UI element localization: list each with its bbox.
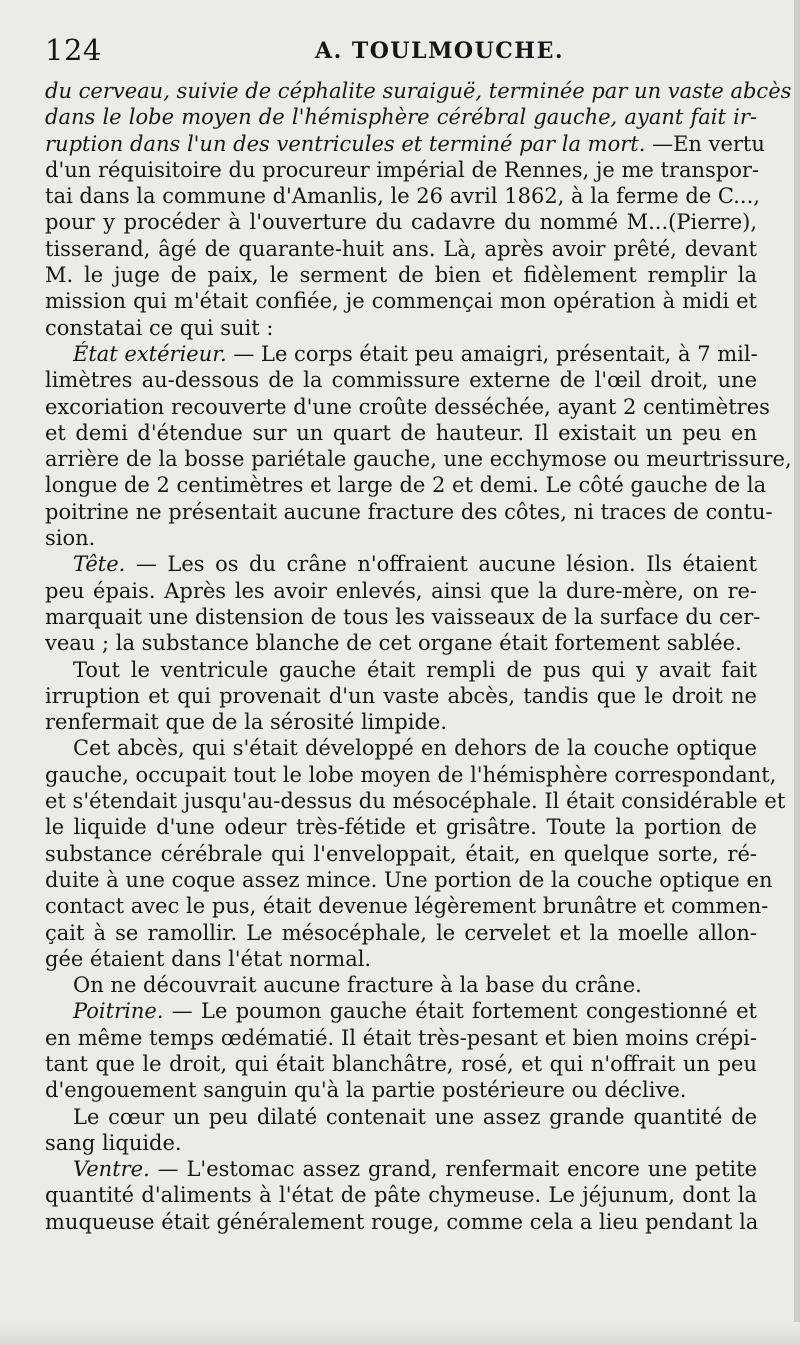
- page-number: 124: [45, 33, 102, 67]
- running-head: [45, 30, 755, 70]
- text-line: [45, 998, 757, 1024]
- text-line: Le cœur un peu dilaté contenait une assez grande quantité de: [73, 1104, 757, 1129]
- text-line: sion.: [45, 526, 96, 551]
- text-line: Cet abcès, qui s'était développé en dehors de la couche optique: [73, 736, 757, 761]
- text-line: d'un réquisitoire du procureur impérial de Rennes, je me transpor-: [45, 157, 759, 182]
- text-line: arrière de la bosse pariétale gauche, une ecchymose ou meurtrissure,: [45, 447, 792, 472]
- text-line: peu épais. Après les avoir enlevés, ainsi que la dure-mère, on re-: [45, 578, 757, 603]
- running-title: A. TOULMOUCHE.: [315, 38, 565, 64]
- line-text: —En vertu: [645, 131, 765, 156]
- text-line: sang liquide.: [45, 1130, 182, 1155]
- text-line: [45, 551, 757, 577]
- italic-heading: Tête.: [73, 552, 126, 577]
- text-line: tai dans la commune d'Amanlis, le 26 avril 1862, à la ferme de C...,: [45, 184, 760, 209]
- text-line: du cerveau, suivie de céphalite suraiguë, terminée par un vaste abcès: [45, 79, 792, 103]
- italic-heading: Poitrine.: [73, 999, 164, 1024]
- text-line: et demi d'étendue sur un quart de hauteur. Il existait un peu en: [45, 420, 757, 445]
- text-line: gée étaient dans l'état normal.: [45, 946, 372, 971]
- text-line: pour y procéder à l'ouverture du cadavre du nommé M...(Pierre),: [45, 210, 757, 235]
- text-line: contact avec le pus, était devenue légèrement brunâtre et commen-: [45, 894, 769, 919]
- line-text: — L'estomac assez grand, renfermait encore une petite: [149, 1157, 757, 1182]
- text-line: veau ; la substance blanche de cet organe était fortement sablée.: [45, 631, 742, 656]
- line-text: — Le corps était peu amaigri, présentait, à 7 mil-: [226, 341, 758, 366]
- text-line: Tout le ventricule gauche était rempli de pus qui y avait fait: [73, 657, 757, 682]
- text-line: marquait une distension de tous les vaisseaux de la surface du cer-: [45, 604, 761, 629]
- text-line: constatai ce qui suit :: [45, 315, 274, 340]
- text-line: gauche, occupait tout le lobe moyen de l'hémisphère correspondant,: [45, 762, 777, 787]
- text-line: d'engouement sanguin qu'à la partie postérieure ou déclive.: [45, 1078, 687, 1103]
- italic-heading: ruption dans l'un des ventricules et terminé par la mort.: [45, 131, 646, 156]
- text-line: On ne découvrait aucune fracture à la base du crâne.: [73, 973, 642, 998]
- text-line: irruption et qui provenait d'un vaste abcès, tandis que le droit ne: [45, 683, 757, 708]
- text-line: en même temps œdématié. Il était très-pesant et bien moins crépi-: [45, 1025, 757, 1050]
- text-line: longue de 2 centimètres et large de 2 et demi. Le côté gauche de la: [45, 473, 767, 498]
- text-line: le liquide d'une odeur très-fétide et grisâtre. Toute la portion de: [45, 815, 757, 840]
- text-line: quantité d'aliments à l'état de pâte chymeuse. Le jéjunum, dont la: [45, 1183, 757, 1208]
- text-line: duite à une coque assez mince. Une portion de la couche optique en: [45, 867, 773, 892]
- text-line: renfermait que de la sérosité limpide.: [45, 710, 447, 735]
- text-line: [45, 341, 757, 367]
- text-line: limètres au-dessous de la commissure externe de l'œil droit, une: [45, 368, 757, 393]
- text-line: çait à se ramollir. Le mésocéphale, le cervelet et la moelle allon-: [45, 920, 757, 945]
- italic-heading: État extérieur.: [73, 341, 227, 366]
- text-line: M. le juge de paix, le serment de bien et fidèlement remplir la: [45, 263, 757, 288]
- text-line: tant que le droit, qui était blanchâtre, rosé, et qui n'offrait un peu: [45, 1051, 757, 1076]
- italic-heading: Ventre.: [73, 1157, 150, 1182]
- text-line: mission qui m'était confiée, je commençai mon opération à midi et: [45, 289, 757, 314]
- text-line: [45, 131, 765, 157]
- text-line: muqueuse était généralement rouge, comme cela a lieu pendant la: [45, 1209, 759, 1234]
- line-text: — Les os du crâne n'offraient aucune lésion. Ils étaient: [125, 552, 757, 577]
- text-line: dans le lobe moyen de l'hémisphère cérébral gauche, ayant fait ir-: [45, 105, 757, 130]
- text-line: excoriation recouverte d'une croûte desséchée, ayant 2 centimètres: [45, 394, 770, 419]
- text-line: substance cérébrale qui l'enveloppait, était, en quelque sorte, ré-: [45, 841, 757, 866]
- line-text: — Le poumon gauche était fortement congestionné et: [163, 999, 757, 1024]
- page-edge-shadow: [0, 1322, 800, 1345]
- text-line: [45, 1156, 757, 1182]
- text-line: tisserand, âgé de quarante-huit ans. Là, après avoir prêté, devant: [45, 236, 757, 261]
- text-line: poitrine ne présentait aucune fracture des côtes, ni traces de contu-: [45, 499, 773, 524]
- body-text: [45, 78, 792, 1235]
- text-line: et s'étendait jusqu'au-dessus du mésocéphale. Il était considérable et: [45, 789, 786, 814]
